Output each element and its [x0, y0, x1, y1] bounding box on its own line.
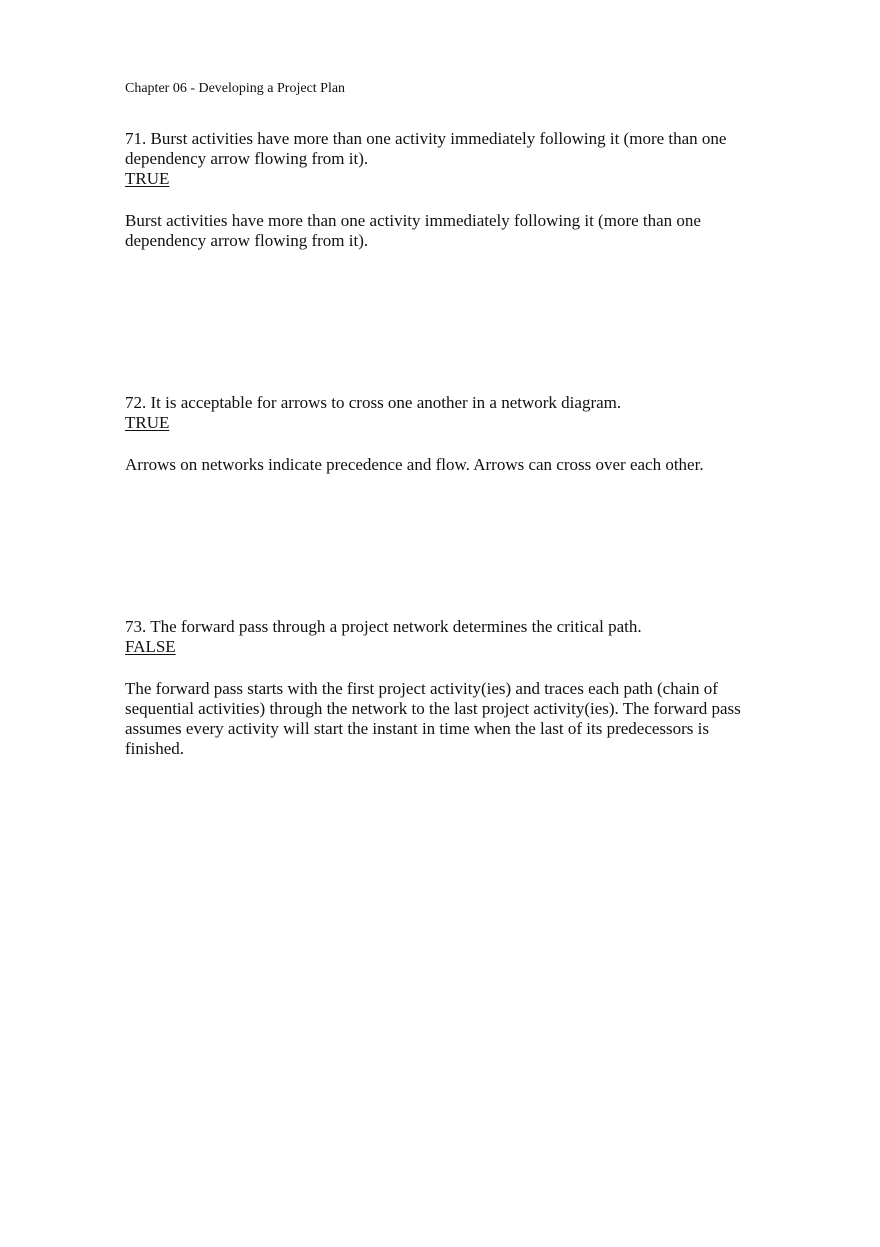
question-text: 71. Burst activities have more than one activity immediately following it (more than one dependency arrow flowing from it).	[125, 129, 727, 168]
answer-label: TRUE	[125, 169, 170, 188]
answer-label: TRUE	[125, 413, 170, 432]
chapter-header: Chapter 06 - Developing a Project Plan	[125, 81, 346, 96]
answer-label: FALSE	[125, 637, 176, 656]
question-text: 73. The forward pass through a project network determines the critical path.	[125, 617, 642, 636]
question-72	[125, 393, 765, 475]
explanation-text: The forward pass starts with the first project activity(ies) and traces each path (chain of sequential activities) through the network to the last project activity(ies). The forward pass assumes every activity will start the instant in time when the last of its predecessors is finished.	[125, 679, 741, 758]
question-text: 72. It is acceptable for arrows to cross one another in a network diagram.	[125, 393, 622, 412]
question-73	[125, 617, 765, 759]
explanation-text: Burst activities have more than one activity immediately following it (more than one dependency arrow flowing from it).	[125, 211, 701, 250]
explanation-text: Arrows on networks indicate precedence and flow. Arrows can cross over each other.	[125, 455, 704, 474]
question-71	[125, 129, 765, 251]
